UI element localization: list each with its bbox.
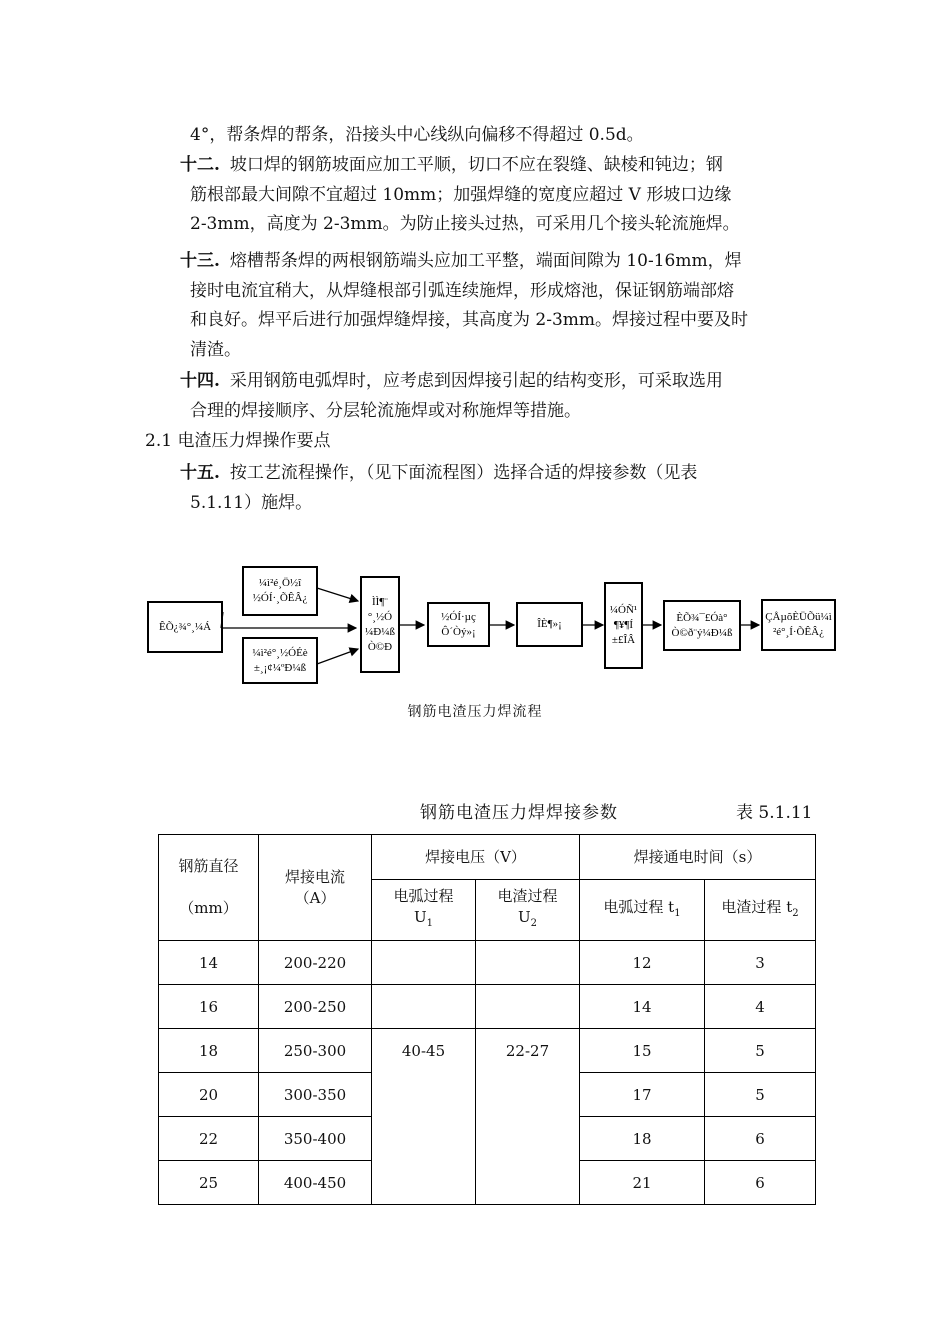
- item-text: 清渣。: [190, 339, 241, 360]
- cell-arc-time: 15: [580, 1029, 705, 1073]
- header-slag-time: [705, 880, 816, 941]
- cell-empty: [372, 985, 476, 1029]
- cell-arc-time: 17: [580, 1073, 705, 1117]
- cell-diameter: 20: [159, 1073, 259, 1117]
- item-text: 5.1.11）施焊。: [190, 492, 313, 513]
- table-caption: 钢筋电渣压力焊焊接参数: [420, 803, 618, 823]
- cell-diameter: 16: [159, 985, 259, 1029]
- section-heading: 2.1 电渣压力焊操作要点: [145, 431, 331, 451]
- flow-caption: 钢筋电渣压力焊流程: [407, 704, 543, 720]
- cell-current: 300-350: [259, 1073, 372, 1117]
- cell-current: 200-250: [259, 985, 372, 1029]
- cell-empty: [372, 941, 476, 985]
- cell-arc-time: 21: [580, 1161, 705, 1205]
- header-label: 电渣过程: [497, 887, 558, 905]
- arrow-line: [317, 588, 358, 601]
- header-symbol: U: [413, 908, 427, 926]
- header-voltage: 焊接电压（V）: [372, 835, 580, 880]
- arrow-line: [317, 649, 358, 664]
- flow-step-box: ¼ÓÑ¹ ¶¥¶Í ±£ÎÂ: [604, 582, 643, 669]
- flow-step-box: ÇÅµõÈÜÕü¼ì ²é°¸Í·ÕÊÂ¿: [761, 599, 836, 651]
- header-arc-time: [580, 880, 705, 941]
- table-row: [159, 985, 816, 1029]
- item-number: 十三.: [180, 251, 220, 271]
- header-subscript: 1: [674, 907, 681, 919]
- cell-diameter: 25: [159, 1161, 259, 1205]
- cell-arc-time: 18: [580, 1117, 705, 1161]
- item-text: 按工艺流程操作，（见下面流程图）选择合适的焊接参数（见表: [229, 463, 698, 483]
- cell-slag-time: 6: [705, 1117, 816, 1161]
- cell-slag-time: 5: [705, 1073, 816, 1117]
- item-text: 2-3mm，高度为 2-3mm。为防止接头过热，可采用几个接头轮流施焊。: [190, 214, 740, 234]
- header-label: 焊接电流: [284, 867, 345, 886]
- item-text: 熔槽帮条焊的两根钢筋端头应加工平整，端面间隙为 10-16mm，焊: [229, 251, 742, 271]
- header-subscript: 2: [792, 907, 799, 919]
- cell-arc-time: 12: [580, 941, 705, 985]
- cell-arc-time: 14: [580, 985, 705, 1029]
- cell-empty: [476, 985, 580, 1029]
- cell-diameter: 14: [159, 941, 259, 985]
- header-label: 钢筋直径: [178, 857, 239, 875]
- cell-slag-time: 3: [705, 941, 816, 985]
- header-subscript: 2: [530, 918, 538, 929]
- flow-step-box: ¼ì²é¸Ö½î ½ÓÍ·¸ÕÊÂ¿: [242, 566, 318, 616]
- flow-step-box: ÌÌ¶¨ °¸½Ó ¼Ð¼ß Ò©Ð: [360, 576, 400, 673]
- header-label: 电弧过程 t: [603, 897, 675, 916]
- cell-current: 400-450: [259, 1161, 372, 1205]
- table-row: [159, 1029, 816, 1073]
- header-time: 焊接通电时间（s）: [580, 835, 816, 880]
- cell-arc-voltage: 40-45: [372, 1029, 476, 1205]
- item-text: 坡口焊的钢筋坡面应加工平顺，切口不应在裂缝、缺棱和钝边；钢: [229, 155, 723, 175]
- header-unit: （A）: [294, 888, 336, 907]
- item-text: 筋根部最大间隙不宜超过 10mm；加强焊缝的宽度应超过 V 形坡口边缘: [190, 184, 732, 205]
- cell-current: 250-300: [259, 1029, 372, 1073]
- item-text: 采用钢筋电弧焊时，应考虑到因焊接引起的结构变形，可采取选用: [229, 371, 723, 391]
- item-text: 接时电流宜稍大，从焊缝根部引弧连续施焊，形成熔池，保证钢筋端部熔: [190, 280, 734, 301]
- flow-step-box: ÈÕ¾¯£Óà° Ò©ð¨ý¼Ð¼ß: [663, 600, 741, 651]
- cell-current: 200-220: [259, 941, 372, 985]
- cell-slag-time: 6: [705, 1161, 816, 1205]
- header-label: 电渣过程 t: [721, 897, 793, 916]
- header-diameter: [159, 835, 259, 941]
- item-number: 十二.: [180, 155, 220, 175]
- item-number: 十四.: [180, 371, 220, 391]
- cell-slag-time: 4: [705, 985, 816, 1029]
- cell-current: 350-400: [259, 1117, 372, 1161]
- item-text: 和良好。焊平后进行加强焊缝焊接，其高度为 2-3mm。焊接过程中要及时: [190, 310, 749, 330]
- flow-step-box: ÎÈ¶»¡: [516, 602, 583, 647]
- flow-step-box: ÊÕ¿¾°¸¼Á: [147, 601, 223, 653]
- paragraph-continuation: 4°，帮条焊的帮条，沿接头中心线纵向偏移不得超过 0.5d。: [190, 125, 644, 145]
- cell-diameter: 22: [159, 1117, 259, 1161]
- welding-parameters-table: [158, 834, 816, 1205]
- item-text: 合理的焊接顺序、分层轮流施焊或对称施焊等措施。: [190, 400, 581, 421]
- table-row: [159, 941, 816, 985]
- cell-slag-voltage: 22-27: [476, 1029, 580, 1205]
- header-unit: （mm）: [179, 899, 238, 917]
- header-symbol: U: [517, 908, 531, 926]
- header-arc-voltage: [372, 880, 476, 941]
- cell-empty: [476, 941, 580, 985]
- header-label: 电弧过程: [393, 887, 454, 905]
- header-current: [259, 835, 372, 941]
- flow-step-box: ½ÓÍ·µç Ô´Òý»¡: [427, 602, 490, 647]
- flow-step-box: ¼ì²é°¸½ÓÉè ±¸¡¢¼ºÐ¼ß: [242, 637, 318, 684]
- cell-slag-time: 5: [705, 1029, 816, 1073]
- cell-diameter: 18: [159, 1029, 259, 1073]
- item-number: 十五.: [180, 463, 220, 483]
- table-number: 表 5.1.11: [736, 803, 813, 823]
- header-slag-voltage: [476, 880, 580, 941]
- header-subscript: 1: [426, 918, 434, 929]
